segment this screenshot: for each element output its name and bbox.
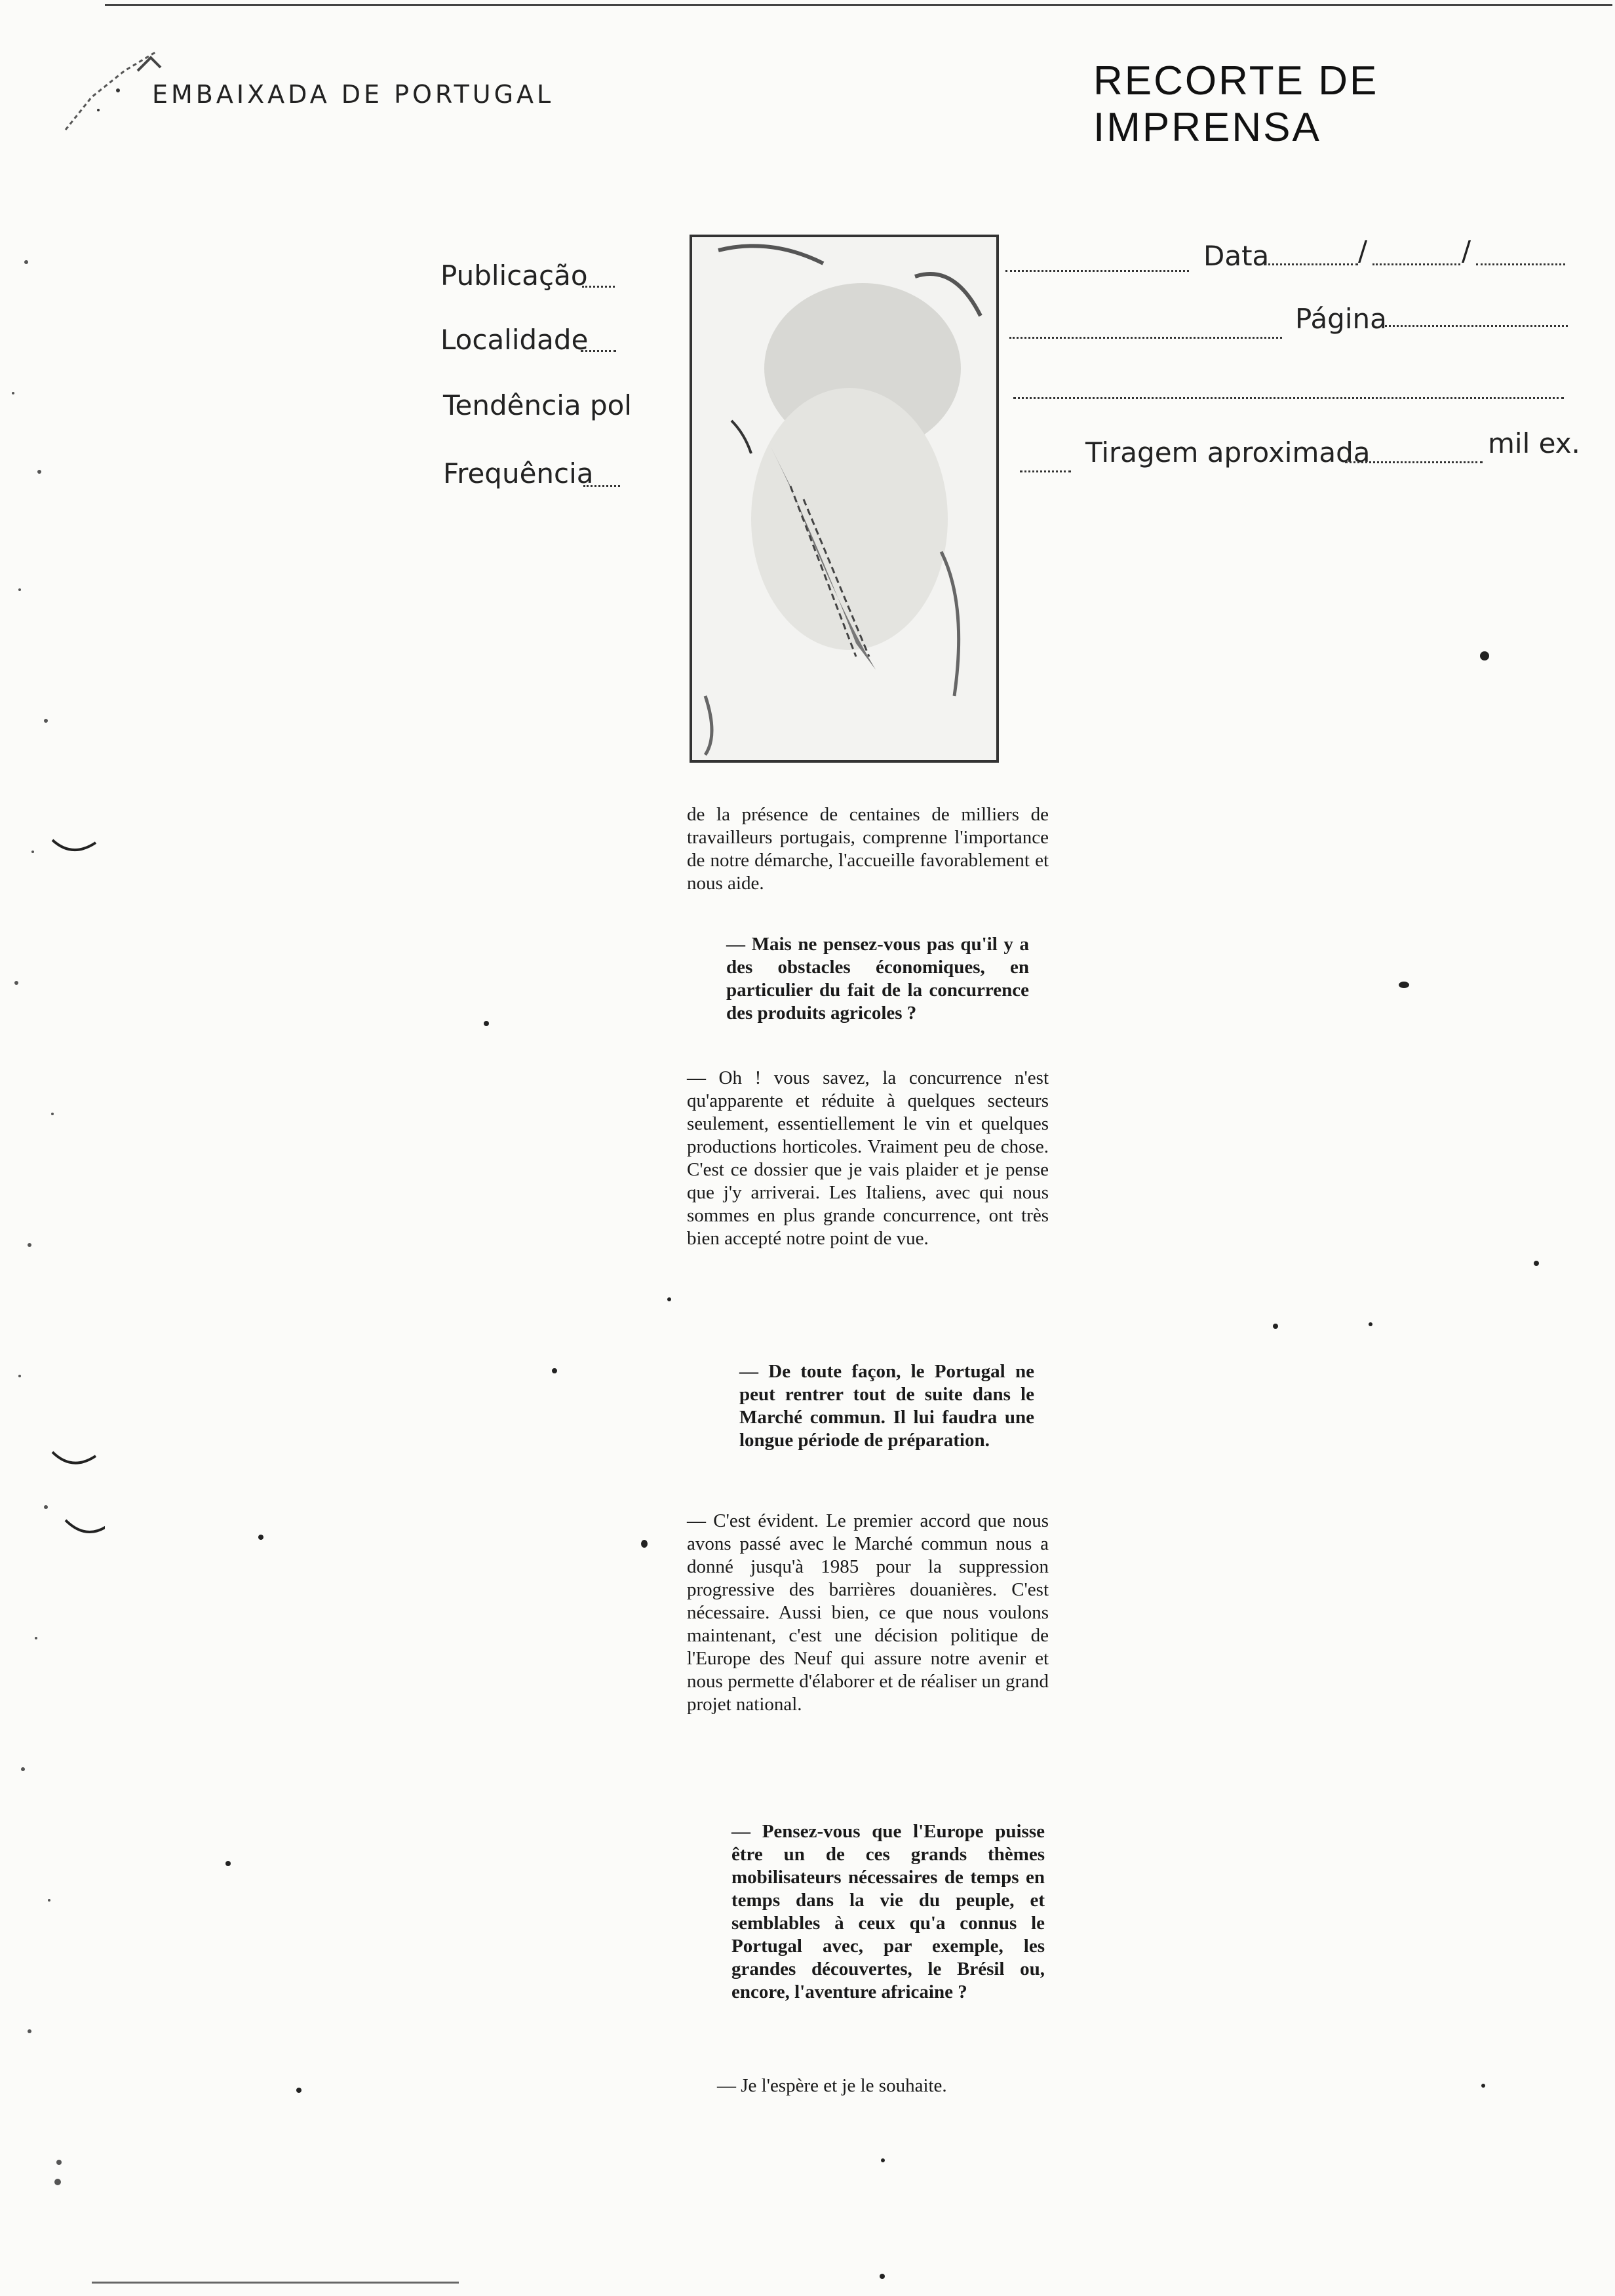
article-question-3 — [731, 1820, 1045, 2004]
scan-speck — [1480, 651, 1489, 660]
article-paragraph-2 — [687, 1067, 1049, 1250]
article-question-2 — [739, 1360, 1034, 1452]
article-question-1 — [726, 933, 1029, 1025]
article-text: — Je l'espère et je le souhaite. — [717, 2075, 947, 2096]
scan-speck — [1534, 1261, 1539, 1266]
bottom-scan-edge — [92, 2282, 459, 2284]
scan-speck — [880, 2274, 885, 2279]
article-paragraph-1 — [687, 803, 1049, 895]
scan-speck — [1273, 1324, 1278, 1329]
scan-speck — [1399, 982, 1409, 988]
scan-speck — [881, 2158, 885, 2162]
scan-speck — [484, 1021, 489, 1026]
label-publicacao: Publicação — [440, 259, 588, 292]
question-text: — Mais ne pensez-vous pas qu'il y a des obstacles économiques, en particulier du fait de la concurrence des produits agricoles ? — [726, 934, 1029, 1024]
label-mil-ex: mil ex. — [1488, 427, 1580, 459]
field-pagina-prefix[interactable] — [1009, 337, 1282, 339]
top-border — [105, 4, 1612, 6]
label-frequencia: Frequência — [443, 457, 594, 489]
field-tiragem[interactable] — [1345, 461, 1483, 463]
embassy-emblem-icon — [52, 31, 170, 143]
article-text: — C'est évident. Le premier accord que nous avons passé avec le Marché commun nous a donné jusqu'à 1985 pour la suppression progressive des barrières douanières. C'est nécessaire. Aussi bien, ce que nous voulons maintenant, c'est une décision politique de l'Europe des Neuf qui assure notre avenir et nous permette d'élaborer et de réaliser un grand projet national. — [687, 1510, 1049, 1715]
label-data: Data — [1203, 240, 1270, 272]
page-title: RECORTE DE IMPRENSA — [1093, 58, 1379, 150]
article-text: — Oh ! vous savez, la concurrence n'est qu'apparente et réduite à quelques secteurs seulement, essentiellement le vin et quelques productions horticoles. Vraiment peu de chose. C'est ce dossier que je vais plaider et je pense que j'y arriverai. Les Italiens, avec qui nous sommes en plus grande concurrence, ont très bien accepté notre point de vue. — [687, 1067, 1049, 1249]
field-data-day[interactable] — [1264, 263, 1358, 265]
field-tiragem-prefix[interactable] — [1020, 470, 1071, 472]
data-slash-1: / — [1358, 235, 1368, 267]
field-data-prefix[interactable] — [1005, 270, 1189, 272]
field-publicacao[interactable] — [582, 286, 615, 288]
scan-margin-artifacts — [0, 131, 105, 2293]
article-text: de la présence de centaines de milliers de travailleurs portugais, comprenne l'importance de notre démarche, l'accueille favorablement et nous aide. — [687, 804, 1049, 894]
embassy-name: EMBAIXADA DE PORTUGAL — [152, 80, 555, 109]
field-data-month[interactable] — [1372, 263, 1460, 265]
data-slash-2: / — [1462, 235, 1471, 267]
field-data-year[interactable] — [1476, 263, 1565, 265]
field-pagina[interactable] — [1382, 325, 1568, 327]
label-tiragem: Tiragem aproximada — [1085, 436, 1371, 469]
scan-speck — [225, 1861, 231, 1866]
field-tendencia[interactable] — [1013, 397, 1564, 399]
label-pagina: Página — [1295, 303, 1387, 335]
article-paragraph-4 — [717, 2075, 1045, 2097]
scan-speck — [667, 1297, 671, 1301]
field-localidade[interactable] — [581, 350, 616, 352]
scan-speck — [296, 2088, 302, 2093]
label-localidade: Localidade — [440, 324, 589, 356]
scan-speck — [641, 1540, 648, 1548]
scan-speck — [552, 1368, 557, 1373]
label-tendencia: Tendência pol — [443, 389, 632, 421]
article-paragraph-3 — [687, 1510, 1049, 1716]
scan-speck — [258, 1535, 263, 1540]
question-text: — De toute façon, le Portugal ne peut rentrer tout de suite dans le Marché commun. Il lui faudra une longue période de préparation. — [739, 1361, 1034, 1451]
scan-speck — [1369, 1322, 1372, 1326]
question-text: — Pensez-vous que l'Europe puisse être un de ces grands thèmes mobilisateurs nécessaires de temps en temps dans la vie du peuple, et semblables à ceux qu'a connus le Portugal avec, par exemple, les grandes découvertes, le Brésil ou, encore, l'aventure africaine ? — [731, 1821, 1045, 2002]
article-photo — [690, 235, 999, 763]
field-frequencia[interactable] — [583, 485, 620, 487]
scan-speck — [1481, 2084, 1485, 2088]
